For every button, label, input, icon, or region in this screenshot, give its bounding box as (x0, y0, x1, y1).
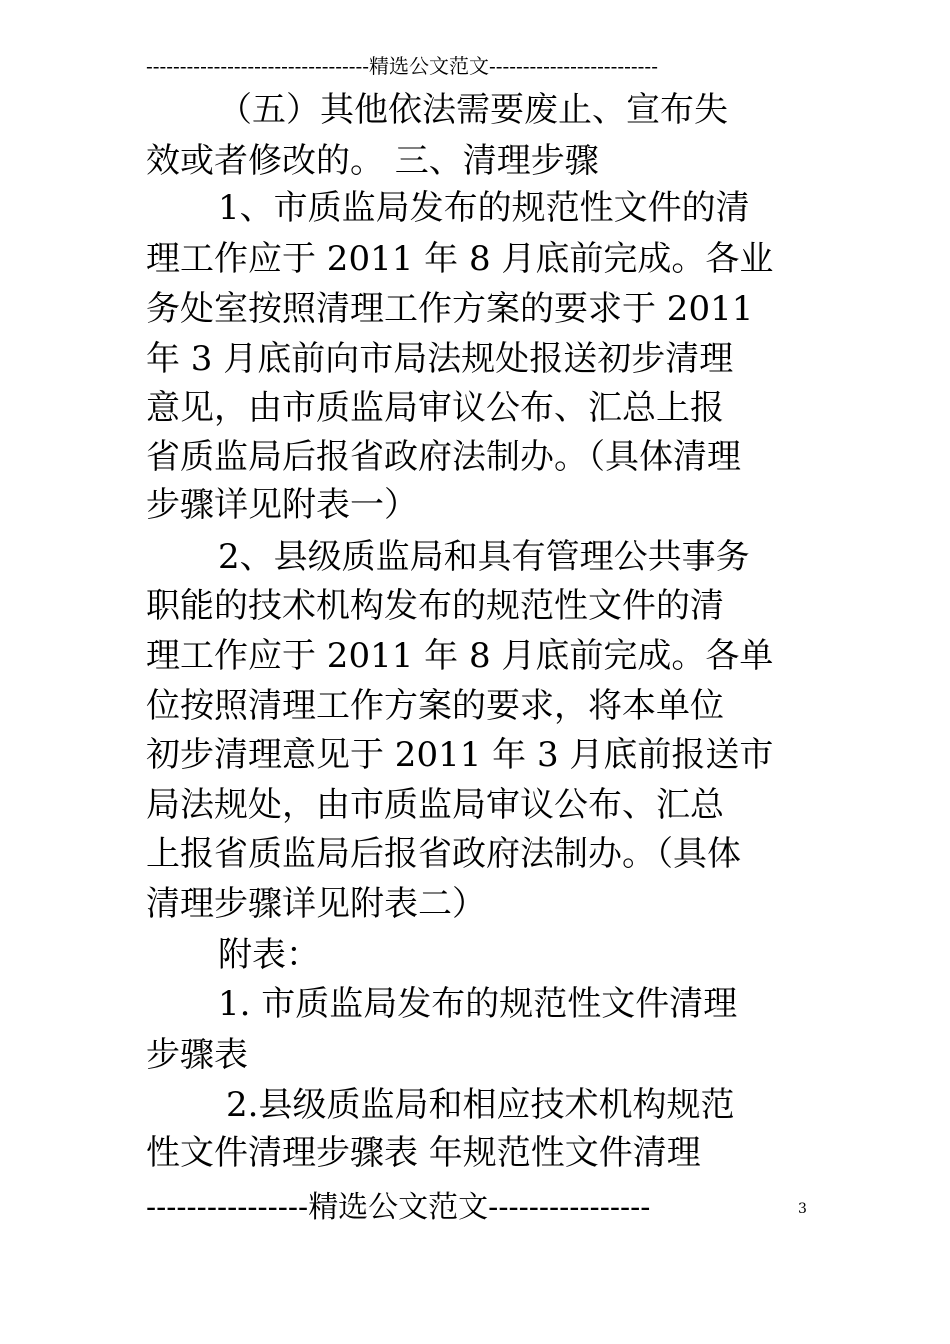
body-line-5: 务处室按照清理工作方案的要求于 2011 (146, 289, 754, 329)
body-line-11: 职能的技术机构发布的规范性文件的清 (146, 586, 724, 626)
body-line-8: 省质监局后报省政府法制办。（具体清理 (146, 437, 741, 477)
body-line-21: 2.县级质监局和相应技术机构规范 (226, 1085, 735, 1125)
body-line-12: 理工作应于 2011 年 8 月底前完成。各单 (146, 636, 774, 676)
body-line-10: 2、县级质监局和具有管理公共事务 (218, 537, 750, 577)
body-line-22: 性文件清理步骤表 年规范性文件清理 (146, 1133, 701, 1173)
body-line-18: 附表： (218, 935, 320, 975)
body-line-3: 1、市质监局发布的规范性文件的清 (218, 188, 750, 228)
page-footer: ----------------精选公文范文---------------- (146, 1190, 651, 1225)
body-line-6: 年 3 月底前向市局法规处报送初步清理 (146, 339, 734, 379)
body-line-15: 局法规处，由市质监局审议公布、汇总 (146, 785, 724, 825)
page-number: 3 (798, 1201, 807, 1217)
body-line-17: 清理步骤详见附表二） (146, 884, 486, 924)
body-line-7: 意见，由市质监局审议公布、汇总上报 (146, 388, 724, 428)
body-line-13: 位按照清理工作方案的要求，将本单位 (146, 686, 724, 726)
body-line-4: 理工作应于 2011 年 8 月底前完成。各业 (146, 239, 774, 279)
body-line-2: 效或者修改的。 三、清理步骤 (146, 141, 599, 181)
body-line-20: 步骤表 (146, 1035, 248, 1075)
body-line-19: 1. 市质监局发布的规范性文件清理 (218, 984, 738, 1024)
body-line-9: 步骤详见附表一） (146, 485, 418, 525)
page-header: ---------------------------------精选公文范文------------------------- (146, 54, 658, 78)
body-line-14: 初步清理意见于 2011 年 3 月底前报送市 (146, 735, 774, 775)
body-line-16: 上报省质监局后报省政府法制办。（具体 (146, 834, 741, 874)
body-line-1: （五）其他依法需要废止、宣布失 (218, 90, 728, 130)
